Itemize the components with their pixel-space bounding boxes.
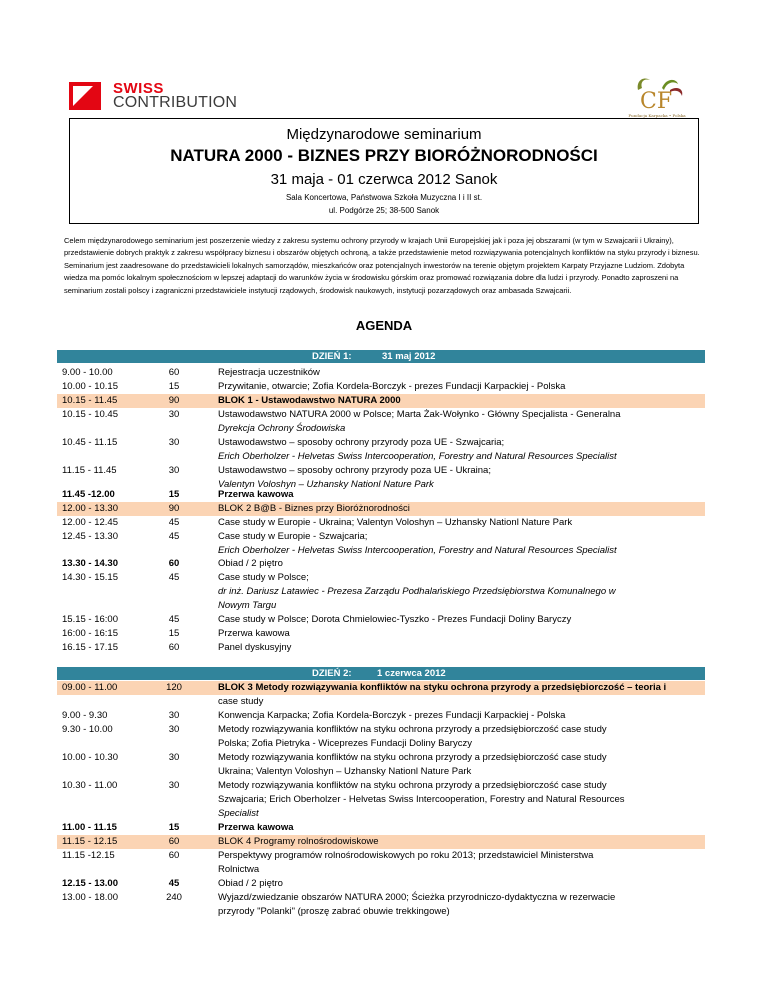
row-minutes: 45 [168, 531, 180, 542]
row-description: Przywitanie, otwarcie; Zofia Kordela-Borczyk - prezes Fundacji Karpackiej - Polska [218, 381, 566, 392]
row-description: Konwencja Karpacka; Zofia Kordela-Borczyk - prezes Fundacji Karpackiej - Polska [218, 710, 566, 721]
contribution-logo-text: CONTRIBUTION [113, 94, 238, 111]
row-description: Metody rozwiązywania konfliktów na styku ochrona przyrody a przedsiębiorczość case study Ukraina; Valentyn Voloshyn – Uzhansky Nationl Nature Park [218, 752, 607, 777]
intro-paragraph: Celem międzynarodowego seminarium jest poszerzenie wiedzy z zakresu systemu ochrony przyrody w krajach Unii Europejskiej jak i poza jej obszarami (w tym w Szwajcarii i Ukrainy), przedstawienie dobrych praktyk z zakresu współpracy biznesu i obszarów objętych ochroną, a także przedstawienie metod rozwiązywania potencjalnych konfliktów na styku przyrody i biznesu. Seminarium jest zaadresowane do przedstawicieli lokalnych samorządów, mieszkańców oraz potencjalnych inwestorów na terenie objętym projektem Karpaty Przyjazne Ludziom. Zdobyta wiedza ma pomóc lokalnym społecznościom w lepszej adaptacji do warunków życia w środowisku górskim oraz promować rozwiązania dobre dla ludzi i przyrody. Ponadto zaproszeni na seminarium zostali polscy i zagraniczni przedstawiciele instytucji rządowych, środowisk naukowych, instytucji pozarządowych oraz ambasada Szwajcarii. [64, 236, 700, 295]
row-minutes: 15 [168, 822, 180, 833]
row-time: 9.00 - 10.00 [62, 367, 113, 378]
row-description: Case study w Europie - Ukraina; Valentyn Voloshyn – Uzhansky Nationl Nature Park [218, 517, 573, 528]
row-time: 10.00 - 10.30 [62, 752, 118, 763]
day-label: DZIEŃ 1: [312, 351, 352, 362]
row-minutes: 60 [168, 367, 180, 378]
row-description: BLOK 1 - Ustawodawstwo NATURA 2000 [218, 395, 401, 406]
row-minutes: 45 [168, 517, 180, 528]
row-minutes: 45 [168, 572, 180, 583]
cf-logo-caption: Fundacja Karpacka • Polska [628, 113, 686, 118]
row-description: Metody rozwiązywania konfliktów na styku ochrona przyrody a przedsiębiorczość case study Polska; Zofia Pietryka - Wiceprezes Fundacji Doliny Baryczy [218, 724, 607, 749]
seminar-title: NATURA 2000 - BIZNES PRZY BIORÓŻNORODNOŚCI [170, 146, 598, 165]
row-description: Ustawodawstwo NATURA 2000 w Polsce; Marta Żak-Wołynko - Główny Specjalista - Generalna Dyrekcja Ochrony Środowiska [218, 409, 621, 434]
row-time: 11.45 -12.00 [62, 489, 115, 500]
row-description: Ustawodawstwo – sposoby ochrony przyrody poza UE - Szwajcaria; Erich Oberholzer - Helvetas Swiss Intercooperation, Forestry and Natural Resources Specialist [218, 437, 617, 462]
agenda-title: AGENDA [355, 318, 413, 333]
row-description: Rejestracja uczestników [218, 367, 320, 378]
row-time: 11.00 - 11.15 [62, 822, 117, 833]
row-minutes: 60 [168, 642, 180, 653]
row-description: BLOK 2 B@B - Biznes przy Bioróżnorodności [218, 503, 410, 514]
row-minutes: 240 [166, 892, 182, 903]
row-minutes: 30 [168, 710, 180, 721]
row-description: Obiad / 2 piętro [218, 558, 283, 569]
row-time: 16:00 - 16:15 [62, 628, 118, 639]
row-time: 10.45 - 11.15 [62, 437, 118, 448]
row-description: Panel dyskusyjny [218, 642, 292, 653]
row-minutes: 45 [168, 614, 180, 625]
row-description: Metody rozwiązywania konfliktów na styku ochrona przyrody a przedsiębiorczość case study Szwajcaria; Erich Oberholzer - Helvetas Swiss Intercooperation, Forestry and Natural Resources Specialist [218, 780, 625, 819]
row-time: 11.15 -12.15 [62, 850, 115, 861]
row-time: 13.00 - 18.00 [62, 892, 118, 903]
fundacja-karpacka-logo [610, 70, 700, 120]
row-minutes: 15 [168, 489, 180, 500]
row-description: Przerwa kawowa [218, 489, 294, 500]
row-time: 11.15 - 12.15 [62, 836, 118, 847]
row-minutes: 30 [168, 409, 180, 420]
row-minutes: 90 [168, 395, 180, 406]
row-minutes: 30 [168, 437, 180, 448]
row-time: 9.30 - 10.00 [62, 724, 113, 735]
row-minutes: 120 [166, 682, 182, 693]
row-minutes: 30 [168, 465, 180, 476]
seminar-address: ul. Podgórze 25; 38-500 Sanok [328, 206, 440, 215]
row-time: 14.30 - 15.15 [62, 572, 118, 583]
seminar-venue: Sala Koncertowa, Państwowa Szkoła Muzyczna I i II st. [285, 193, 483, 202]
swiss-contribution-logo [69, 80, 249, 114]
row-minutes: 60 [168, 836, 180, 847]
row-time: 11.15 - 11.45 [62, 465, 117, 476]
row-minutes: 30 [168, 724, 180, 735]
row-time: 10.00 - 10.15 [62, 381, 118, 392]
day-2-header [57, 667, 705, 680]
day-date: 31 maj 2012 [382, 351, 436, 362]
seminar-header [69, 118, 699, 224]
row-minutes: 60 [168, 850, 180, 861]
row-description: Przerwa kawowa [218, 628, 290, 639]
day-1-header [57, 350, 705, 363]
row-time: 10.15 - 10.45 [62, 409, 118, 420]
row-description: Case study w Europie - Szwajcaria; Erich Oberholzer - Helvetas Swiss Intercooperation, Forestry and Natural Resources Specialist [218, 531, 617, 556]
row-minutes: 30 [168, 752, 180, 763]
row-time: 10.15 - 11.45 [62, 395, 118, 406]
day-label: DZIEŃ 2: [312, 668, 352, 679]
row-time: 12.00 - 12.45 [62, 517, 118, 528]
row-description: BLOK 3 Metody rozwiązywania konfliktów na styku ochrona przyrody a przedsiębiorczość – teoria i case study [218, 682, 667, 707]
row-time: 9.00 - 9.30 [62, 710, 108, 721]
row-time: 12.45 - 13.30 [62, 531, 118, 542]
day-date: 1 czerwca 2012 [377, 668, 446, 679]
row-time: 12.15 - 13.00 [62, 878, 118, 889]
row-time: 10.30 - 11.00 [62, 780, 118, 791]
row-time: 13.30 - 14.30 [62, 558, 118, 569]
swiss-flag-icon [69, 82, 101, 110]
row-time: 09.00 - 11.00 [62, 682, 118, 693]
row-minutes: 15 [168, 381, 180, 392]
row-minutes: 60 [168, 558, 180, 569]
row-description: Obiad / 2 piętro [218, 878, 283, 889]
row-minutes: 15 [168, 628, 180, 639]
row-minutes: 45 [168, 878, 180, 889]
svg-text:CF: CF [640, 89, 673, 114]
row-description: Case study w Polsce; dr inż. Dariusz Latawiec - Prezesa Zarządu Podhalańskiego Przedsiębiorstwa Komunalnego w Nowym Targu [218, 572, 616, 611]
row-time: 12.00 - 13.30 [62, 503, 118, 514]
row-minutes: 30 [168, 780, 180, 791]
row-minutes: 90 [168, 503, 180, 514]
swiss-logo-text: SWISS [113, 80, 164, 97]
row-description: Perspektywy programów rolnośrodowiskowych po roku 2013; przedstawiciel Ministerstwa Rolnictwa [218, 850, 594, 875]
row-time: 16.15 - 17.15 [62, 642, 118, 653]
row-description: Case study w Polsce; Dorota Chmielowiec-Tyszko - Prezes Fundacji Doliny Baryczy [218, 614, 572, 625]
row-description: BLOK 4 Programy rolnośrodowiskowe [218, 836, 379, 847]
row-time: 15.15 - 16:00 [62, 614, 118, 625]
row-description: Wyjazd/zwiedzanie obszarów NATURA 2000; Ścieżka przyrodniczo-dydaktyczna w rezerwacie przyrody "Polanki" (proszę zabrać obuwie trekkingowe) [218, 892, 616, 917]
seminar-dates: 31 maja - 01 czerwca 2012 Sanok [270, 171, 498, 188]
row-description: Przerwa kawowa [218, 822, 294, 833]
row-description: Ustawodawstwo – sposoby ochrony przyrody poza UE - Ukraina; Valentyn Voloshyn – Uzhansky Nationl Nature Park [218, 465, 491, 490]
seminar-type: Międzynarodowe seminarium [286, 126, 482, 143]
